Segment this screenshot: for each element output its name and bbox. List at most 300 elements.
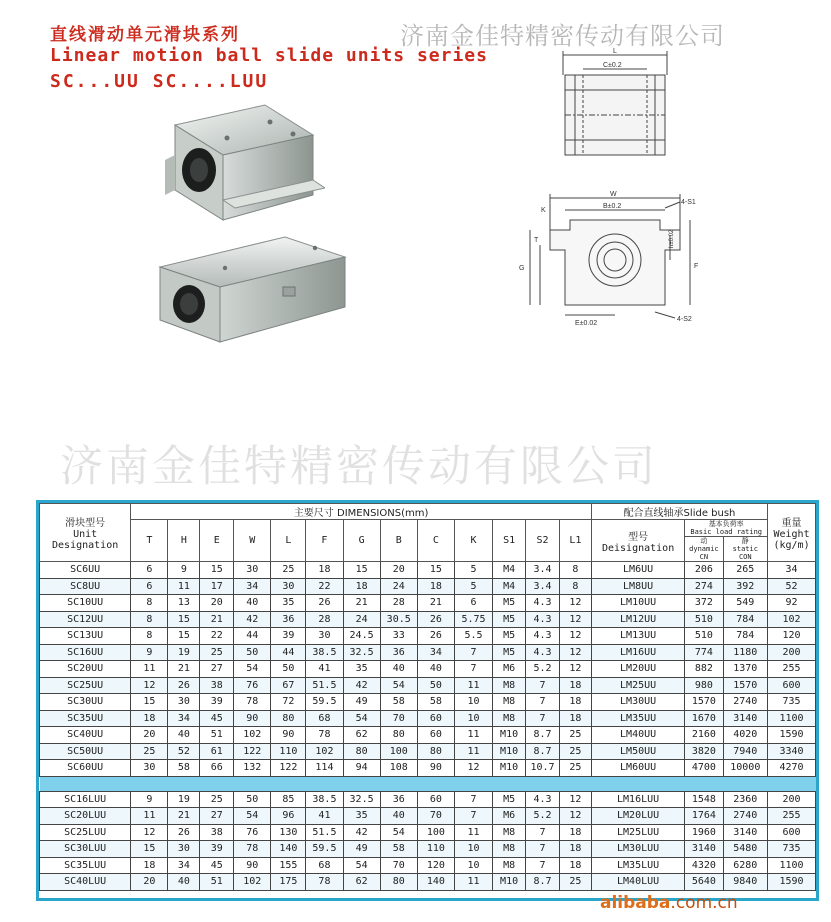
table-cell: 12 (559, 611, 591, 628)
table-cell: 78 (306, 874, 343, 891)
table-row (40, 677, 816, 694)
table-cell: 36 (271, 611, 306, 628)
cell-unit-designation: SC16LUU (40, 791, 131, 808)
table-row (40, 562, 816, 579)
table-cell: 61 (200, 743, 234, 760)
table-cell: M5 (493, 595, 526, 612)
col-load-rating (685, 520, 768, 537)
table-cell: 102 (234, 874, 271, 891)
cell-bush-designation: LM20LUU (591, 808, 684, 825)
col-sta-en2: CON (738, 553, 752, 561)
cell-unit-designation: SC12UU (40, 611, 131, 628)
table-cell: 96 (271, 808, 306, 825)
table-cell: 140 (417, 874, 454, 891)
col-weight-en1: Weight (773, 529, 810, 540)
cell-bush-designation: LM30LUU (591, 841, 684, 858)
cell-unit-designation: SC16UU (40, 644, 131, 661)
table-cell: 21 (168, 661, 200, 678)
table-cell: 80 (380, 727, 417, 744)
table-cell: 42 (234, 611, 271, 628)
table-cell: 108 (380, 760, 417, 777)
table-row (40, 710, 816, 727)
table-cell: 66 (200, 760, 234, 777)
table-cell: M5 (493, 644, 526, 661)
table-cell: 2160 (685, 727, 723, 744)
col-unit-cn: 滑块型号 (65, 518, 106, 529)
table-cell: 52 (168, 743, 200, 760)
table-cell: 15 (131, 841, 168, 858)
table-row (40, 808, 816, 825)
table-cell: 24 (380, 578, 417, 595)
table-cell: 12 (131, 824, 168, 841)
table-row (40, 791, 816, 808)
table-cell: 90 (417, 760, 454, 777)
cell-bush-designation: LM25LUU (591, 824, 684, 841)
table-cell: 41 (306, 808, 343, 825)
cell-bush-designation: LM16LUU (591, 791, 684, 808)
table-cell: 6280 (723, 857, 768, 874)
table-cell: 40 (234, 595, 271, 612)
table-cell: 7 (526, 677, 560, 694)
drawing-front-view (505, 190, 725, 335)
cell-bush-designation: LM35LUU (591, 857, 684, 874)
col-s1: S1 (493, 520, 526, 562)
table-cell: 39 (200, 694, 234, 711)
table-cell: 21 (200, 611, 234, 628)
table-cell: 12 (559, 808, 591, 825)
table-cell: M5 (493, 628, 526, 645)
table-cell: 26 (168, 677, 200, 694)
table-cell: 1570 (685, 694, 723, 711)
table-cell: 19 (168, 644, 200, 661)
table-cell: 50 (234, 791, 271, 808)
table-cell: 25 (559, 727, 591, 744)
col-dyn-en1: dynamic (689, 545, 719, 553)
cell-unit-designation: SC40UU (40, 727, 131, 744)
cell-unit-designation: SC30LUU (40, 841, 131, 858)
table-cell: M5 (493, 791, 526, 808)
table-cell: 102 (768, 611, 816, 628)
drawing-label-e: E±0.02 (575, 320, 598, 327)
cell-bush-designation: LM40LUU (591, 874, 684, 891)
table-cell: M8 (493, 857, 526, 874)
table-cell: 8 (131, 611, 168, 628)
table-cell: 54 (380, 824, 417, 841)
table-cell: 4.3 (526, 595, 560, 612)
alibaba-logo-suffix: .com.cn (670, 893, 738, 913)
table-cell: 7 (526, 841, 560, 858)
table-cell: 50 (234, 644, 271, 661)
table-cell: 30 (168, 694, 200, 711)
watermark-company: 济南金佳特精密传动有限公司 (60, 442, 658, 492)
table-body-luu (40, 791, 816, 890)
table-cell: M8 (493, 841, 526, 858)
table-row (40, 743, 816, 760)
table-cell: 30.5 (380, 611, 417, 628)
table-cell: 49 (343, 694, 380, 711)
table-cell: 549 (723, 595, 768, 612)
table-cell: 78 (234, 694, 271, 711)
table-cell: 58 (380, 841, 417, 858)
table-cell: 72 (271, 694, 306, 711)
table-cell: 54 (343, 857, 380, 874)
table-cell: 78 (306, 727, 343, 744)
table-cell: M6 (493, 808, 526, 825)
col-t: T (131, 520, 168, 562)
table-cell: 1670 (685, 710, 723, 727)
table-cell: 38 (200, 824, 234, 841)
table-cell: 34 (168, 710, 200, 727)
table-cell: 5640 (685, 874, 723, 891)
table-cell: M8 (493, 710, 526, 727)
table-cell: 34 (768, 562, 816, 579)
col-sta-en1: static (732, 545, 758, 553)
table-cell: 58 (380, 694, 417, 711)
table-cell: 18 (559, 857, 591, 874)
table-cell: 90 (271, 727, 306, 744)
slide-unit-photo-2 (155, 232, 350, 352)
table-cell: 774 (685, 644, 723, 661)
dimensions-header: 主要尺寸 DIMENSIONS(mm) (131, 504, 592, 520)
col-unit-en1: Unit (73, 529, 98, 540)
table-cell: M5 (493, 611, 526, 628)
table-cell: 80 (343, 743, 380, 760)
table-cell: 3.4 (526, 578, 560, 595)
table-cell: 7 (526, 824, 560, 841)
col-e: E (200, 520, 234, 562)
table-cell: 20 (380, 562, 417, 579)
table-cell: 10 (454, 841, 492, 858)
table-cell: 12 (559, 595, 591, 612)
table-cell: 11 (454, 874, 492, 891)
table-cell: 206 (685, 562, 723, 579)
col-c: C (417, 520, 454, 562)
table-cell: 8 (131, 628, 168, 645)
table-cell: 980 (685, 677, 723, 694)
table-cell: 26 (417, 611, 454, 628)
table-cell: 9 (131, 791, 168, 808)
cell-bush-designation: LM10UU (591, 595, 684, 612)
drawing-label-t: T (534, 237, 539, 244)
table-cell: 25 (271, 562, 306, 579)
slide-unit-photo-1 (165, 100, 325, 230)
table-cell: 67 (271, 677, 306, 694)
table-cell: 90 (234, 710, 271, 727)
table-cell: 5.5 (454, 628, 492, 645)
col-load-cn: 基本负荷率 (708, 520, 744, 528)
table-cell: 59.5 (306, 841, 343, 858)
table-cell: 18 (417, 578, 454, 595)
table-cell: 34 (168, 857, 200, 874)
table-cell: 40 (380, 661, 417, 678)
table-cell: 51.5 (306, 824, 343, 841)
table-cell: 70 (380, 857, 417, 874)
table-row (40, 824, 816, 841)
table-cell: 110 (271, 743, 306, 760)
table-cell: 21 (417, 595, 454, 612)
table-cell: 15 (417, 562, 454, 579)
cell-bush-designation: LM25UU (591, 677, 684, 694)
table-cell: 120 (417, 857, 454, 874)
cell-unit-designation: SC6UU (40, 562, 131, 579)
table-cell: M8 (493, 677, 526, 694)
col-dyn-cn: 动 (700, 537, 708, 545)
table-cell: 1570 (723, 677, 768, 694)
table-cell: 120 (768, 628, 816, 645)
table-cell: 1100 (768, 857, 816, 874)
table-cell: 4.3 (526, 791, 560, 808)
table-cell: 80 (271, 710, 306, 727)
col-dyn-en2: CN (699, 553, 709, 561)
table-cell: M4 (493, 578, 526, 595)
table-cell: 5480 (723, 841, 768, 858)
table-row (40, 841, 816, 858)
table-cell: 25 (131, 743, 168, 760)
table-cell: 51 (200, 874, 234, 891)
drawing-label-c: C±0.2 (603, 62, 622, 69)
table-cell: 7940 (723, 743, 768, 760)
table-cell: 1100 (768, 710, 816, 727)
table-cell: 54 (234, 808, 271, 825)
table-cell: 20 (200, 595, 234, 612)
table-cell: 51.5 (306, 677, 343, 694)
drawing-label-g: G (519, 265, 525, 272)
table-cell: 735 (768, 694, 816, 711)
table-cell: 30 (168, 841, 200, 858)
cell-bush-designation: LM12UU (591, 611, 684, 628)
table-cell: 10.7 (526, 760, 560, 777)
table-cell: 25 (200, 644, 234, 661)
table-cell: 12 (559, 644, 591, 661)
table-cell: 18 (559, 841, 591, 858)
table-cell: 274 (685, 578, 723, 595)
drawing-label-s2: 4-S2 (677, 316, 692, 323)
table-cell: 122 (234, 743, 271, 760)
table-cell: 18 (343, 578, 380, 595)
table-cell: 5 (454, 578, 492, 595)
table-cell: 13 (168, 595, 200, 612)
table-cell: 11 (131, 661, 168, 678)
table-cell: 7 (526, 694, 560, 711)
table-cell: 6 (454, 595, 492, 612)
table-cell: 41 (306, 661, 343, 678)
alibaba-logo (600, 893, 738, 913)
table-cell: 50 (271, 661, 306, 678)
cell-unit-designation: SC25LUU (40, 824, 131, 841)
table-cell: 76 (234, 677, 271, 694)
table-cell: 18 (131, 857, 168, 874)
table-cell: 392 (723, 578, 768, 595)
cell-bush-designation: LM30UU (591, 694, 684, 711)
table-row (40, 874, 816, 891)
table-cell: 26 (417, 628, 454, 645)
drawing-label-w: W (610, 191, 617, 198)
table-cell: 15 (343, 562, 380, 579)
cell-bush-designation: LM16UU (591, 644, 684, 661)
table-row (40, 727, 816, 744)
table-cell: 35 (343, 808, 380, 825)
table-cell: 4020 (723, 727, 768, 744)
table-cell: 45 (200, 710, 234, 727)
table-cell: 18 (559, 694, 591, 711)
table-cell: 5.2 (526, 808, 560, 825)
table-cell: 35 (271, 595, 306, 612)
table-cell: 40 (380, 808, 417, 825)
col-sta-cn: 静 (741, 537, 749, 545)
cell-unit-designation: SC35UU (40, 710, 131, 727)
table-cell: 36 (380, 791, 417, 808)
cell-bush-designation: LM13UU (591, 628, 684, 645)
company-name: 济南金佳特精密传动有限公司 (400, 22, 725, 50)
table-cell: 25 (559, 874, 591, 891)
table-cell: 9 (131, 644, 168, 661)
table-row (40, 644, 816, 661)
table-cell: 110 (417, 841, 454, 858)
table-row (40, 857, 816, 874)
table-cell: 114 (306, 760, 343, 777)
col-unit-en2: Designation (52, 540, 119, 551)
table-cell: 49 (343, 841, 380, 858)
table-cell: 54 (234, 661, 271, 678)
table-cell: 735 (768, 841, 816, 858)
table-cell: 62 (343, 874, 380, 891)
table-cell: 8.7 (526, 727, 560, 744)
table-cell: 11 (454, 743, 492, 760)
table-cell: M10 (493, 760, 526, 777)
table-cell: 255 (768, 808, 816, 825)
table-cell: M10 (493, 727, 526, 744)
table-cell: 30 (306, 628, 343, 645)
spec-table (39, 503, 816, 891)
table-cell: 40 (168, 727, 200, 744)
table-cell: 54 (343, 710, 380, 727)
table-cell: 39 (200, 841, 234, 858)
cell-unit-designation: SC35LUU (40, 857, 131, 874)
cell-unit-designation: SC8UU (40, 578, 131, 595)
table-cell: 600 (768, 677, 816, 694)
table-cell: M8 (493, 824, 526, 841)
table-cell: 510 (685, 628, 723, 645)
col-h: H (168, 520, 200, 562)
table-cell: 42 (343, 824, 380, 841)
table-cell: 8.7 (526, 743, 560, 760)
cell-unit-designation: SC25UU (40, 677, 131, 694)
cell-unit-designation: SC30UU (40, 694, 131, 711)
table-cell: 30 (271, 578, 306, 595)
table-cell: 200 (768, 644, 816, 661)
table-cell: 1180 (723, 644, 768, 661)
drawing-label-h: h±0.02 (669, 229, 675, 248)
table-cell: 8.7 (526, 874, 560, 891)
table-cell: M6 (493, 661, 526, 678)
table-cell: 70 (417, 808, 454, 825)
cell-unit-designation: SC10UU (40, 595, 131, 612)
cell-unit-designation: SC60UU (40, 760, 131, 777)
title-chinese: 直线滑动单元滑块系列 (50, 25, 240, 45)
table-cell: 33 (380, 628, 417, 645)
cell-bush-designation: LM40UU (591, 727, 684, 744)
col-f: F (306, 520, 343, 562)
table-cell: 12 (454, 760, 492, 777)
col-load-en: Basic load rating (690, 528, 763, 536)
table-cell: 6 (131, 578, 168, 595)
table-cell: 19 (168, 791, 200, 808)
table-cell: 42 (343, 677, 380, 694)
cell-bush-designation: LM35UU (591, 710, 684, 727)
drawing-label-l: L (613, 48, 617, 55)
col-weight-cn: 重量 (781, 518, 802, 529)
table-cell: 59.5 (306, 694, 343, 711)
table-cell: 38 (200, 677, 234, 694)
table-cell: 5 (454, 562, 492, 579)
table-cell: 2740 (723, 694, 768, 711)
cell-unit-designation: SC13UU (40, 628, 131, 645)
table-cell: 94 (343, 760, 380, 777)
table-cell: 11 (454, 727, 492, 744)
table-separator (40, 776, 816, 791)
table-row (40, 595, 816, 612)
col-b: B (380, 520, 417, 562)
col-w: W (234, 520, 271, 562)
table-cell: 11 (454, 677, 492, 694)
col-k: K (454, 520, 492, 562)
table-cell: 25 (559, 760, 591, 777)
table-row (40, 661, 816, 678)
cell-bush-designation: LM50UU (591, 743, 684, 760)
table-cell: 100 (380, 743, 417, 760)
table-cell: 10 (454, 710, 492, 727)
drawing-label-k: K (541, 207, 546, 214)
col-s2: S2 (526, 520, 560, 562)
col-bush-designation (591, 520, 684, 562)
table-cell: 34 (417, 644, 454, 661)
table-cell: 15 (168, 611, 200, 628)
table-cell: 26 (168, 824, 200, 841)
table-row (40, 694, 816, 711)
table-cell: 5.2 (526, 661, 560, 678)
table-cell: 18 (559, 677, 591, 694)
table-cell: 68 (306, 857, 343, 874)
table-row (40, 578, 816, 595)
col-g: G (343, 520, 380, 562)
drawing-label-s1: 4-S1 (681, 199, 696, 206)
col-dynamic (685, 537, 723, 562)
table-cell: 15 (131, 694, 168, 711)
table-cell: 15 (168, 628, 200, 645)
table-body-uu (40, 562, 816, 777)
table-cell: 15 (200, 562, 234, 579)
table-cell: 255 (768, 661, 816, 678)
table-row (40, 760, 816, 777)
table-cell: 7 (454, 791, 492, 808)
table-cell: M8 (493, 694, 526, 711)
table-cell: 60 (417, 791, 454, 808)
table-cell: 7 (526, 857, 560, 874)
col-l: L (271, 520, 306, 562)
table-cell: 175 (271, 874, 306, 891)
table-cell: 38.5 (306, 644, 343, 661)
table-cell: 7 (526, 710, 560, 727)
table-cell: 30 (234, 562, 271, 579)
table-cell: 1960 (685, 824, 723, 841)
table-cell: 3820 (685, 743, 723, 760)
table-cell: 18 (131, 710, 168, 727)
cell-bush-designation: LM6UU (591, 562, 684, 579)
cell-unit-designation: SC40LUU (40, 874, 131, 891)
alibaba-logo-main: alibaba (600, 893, 671, 913)
cell-bush-designation: LM8UU (591, 578, 684, 595)
table-cell: M10 (493, 743, 526, 760)
